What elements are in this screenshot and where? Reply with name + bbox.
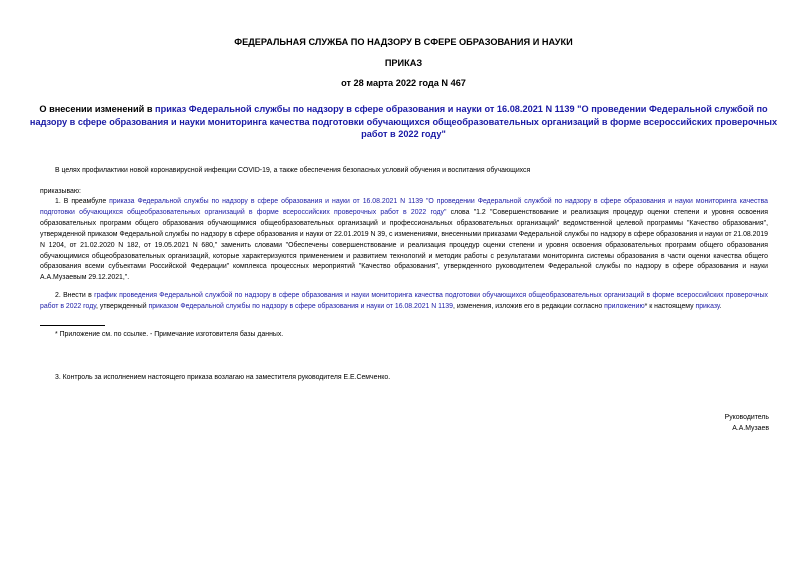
ordered-label: приказываю: <box>40 188 81 195</box>
signer-role: Руководитель <box>724 414 769 421</box>
item-1-paragraph <box>40 197 768 284</box>
item-2-suffix: * к настоящему <box>644 302 696 310</box>
item-2-appendix-link[interactable]: приложению <box>604 302 645 310</box>
footnote-text: * Приложение см. по ссылке. - Примечание изготовителя базы данных. <box>55 331 284 338</box>
title-prefix: О внесении изменений в <box>39 104 156 114</box>
item-1-prefix: 1. В преамбуле <box>55 198 110 205</box>
item-3-paragraph: 3. Контроль за исполнением настоящего приказа возлагаю на заместителя руководителя Е.Е.Семченко. <box>55 374 391 381</box>
item-2-paragraph <box>40 291 768 313</box>
item-2-end: . <box>719 302 722 310</box>
item-1-order-link[interactable]: приказа Федеральной службы по надзору в сфере образования и науки от 16.08.2021 N 1139 "О проведении Федеральной службой по надзору в сфере образования и науки мониторинга качества подготовки обучающихся общеобразовательных организаций в форме всероссийских проверочных работ в 2022 году" <box>40 198 768 216</box>
document-type: ПРИКАЗ <box>384 58 423 68</box>
document-title <box>28 103 779 141</box>
signature-block <box>725 413 769 435</box>
item-2-mid-1: , утвержденный <box>96 302 149 310</box>
title-order-link[interactable]: приказ Федеральной службы по надзору в сфере образования и науки от 16.08.2021 N 1139 "О проведении Федеральной службой по надзору в сфере образования и науки мониторинга качества подготовки обучающихся общеобразовательных организаций в форме всероссийских проверочных работ в 2022 году" <box>29 104 778 140</box>
item-2-prefix: 2. Внести в <box>55 292 95 299</box>
item-2-order-ref-link[interactable]: приказу <box>695 302 720 310</box>
item-2-order-link[interactable]: приказом Федеральной службы по надзору в сфере образования и науки от 16.08.2021 N 1139 <box>148 302 453 310</box>
footnote-divider <box>40 325 105 326</box>
item-2-mid-2: , изменения, изложив его в редакции согласно <box>452 302 605 310</box>
item-2-schedule-link[interactable]: график проведения Федеральной службой по надзору в сфере образования и науки мониторинга качества подготовки обучающихся общеобразовательных организаций в форме всероссийских проверочных работ в 2022 году <box>40 292 768 310</box>
document-date: от 28 марта 2022 года N 467 <box>341 78 466 88</box>
signer-name: А.А.Музаев <box>732 424 769 432</box>
preamble-paragraph: В целях профилактики новой коронавирусной инфекции COVID-19, а также обеспечения безопасных условий обучения и воспитания обучающихся <box>55 167 531 174</box>
item-1-text: слова "1.2 "Совершенствование и реализация процедур оценки степени и уровня освоения образовательных программ общего образования обучающимися общеобразовательных организаций и профессиональных образовательных организаций" ведомственной целевой программы "Качество образования", утвержденной приказом Федеральной службы по надзору в сфере образования и науки от 22.01.2019 N 39, с изменениями, внесенными приказами Федеральной службы по надзору в сфере образования и науки от 21.08.2019 N 1204, от 21.02.2020 N 182, от 19.05.2021 N 680," заменить словами "Обеспечены совершенствование и реализация процедур оценки степени и уровня освоения образовательных программ общего образования обучающимися общеобразовательных организаций, которые характеризуются применением и развитием технологий и методик работы с результатами мониторинга системы образования в части оценки качества общего образования всеми субъектами Российской Федерации" комплекса процессных мероприятий "Качество образования", утвержденного руководителем Федеральной службы по надзору в сфере образования и науки А.А.Музаевым 29.12.2021,". <box>40 208 768 282</box>
agency-name: ФЕДЕРАЛЬНАЯ СЛУЖБА ПО НАДЗОРУ В СФЕРЕ ОБРАЗОВАНИЯ И НАУКИ <box>234 37 573 47</box>
